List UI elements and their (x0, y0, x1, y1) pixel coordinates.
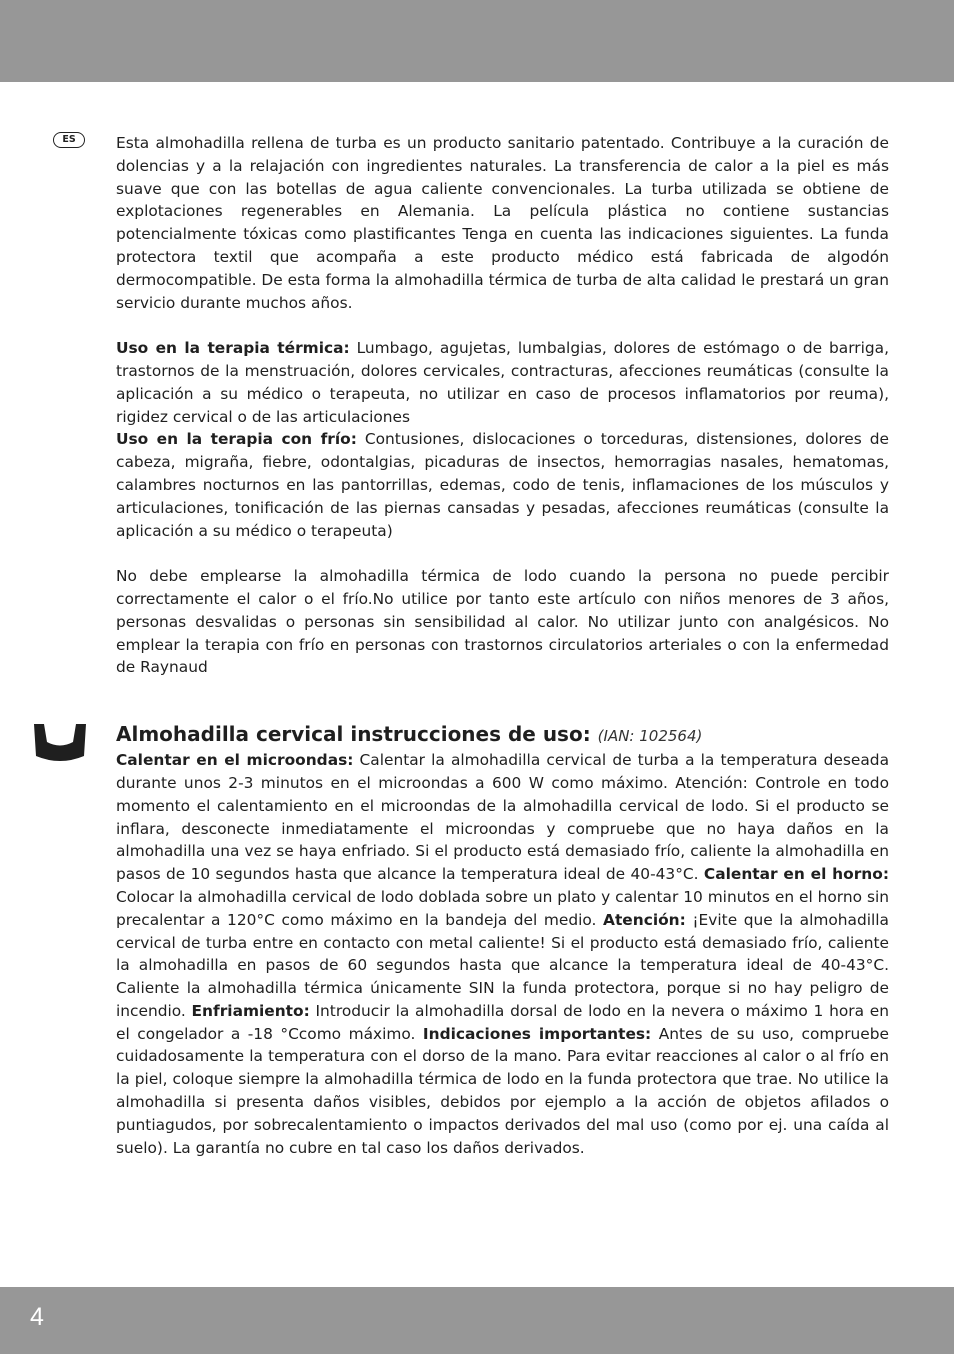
attention-label: Atención: (603, 910, 686, 929)
important-label: Indicaciones importantes: (422, 1024, 652, 1043)
cooling-label: Enfriamiento: (191, 1001, 310, 1020)
oven-label: Calentar en el horno: (703, 865, 889, 884)
oven-text: Colocar la almohadilla cervical de lodo doblada sobre un plato y calentar 10 minutos en el horno sin precalentar a 120°C como máximo en la bandeja del medio. (116, 887, 889, 929)
microwave-label: Calentar en el microondas: (116, 751, 354, 770)
section-heading (116, 721, 889, 749)
cold-therapy-text: Contusiones, dislocaciones o torceduras, distensiones, dolores de cabeza, migraña, fiebre, odontalgias, picaduras de insectos, hemorragias nasales, hematomas, calambres nocturnos en las pantorrillas, edemas, codo de tenis, inflamaciones de los músculos y articulaciones, tonificación de las piernas cansadas y pesadas, afecciones reumáticas (consulte la aplicación a su médico o terapeuta) (116, 430, 889, 540)
cold-therapy-label: Uso en la terapia con frío: (116, 430, 357, 449)
heat-therapy-paragraph (116, 337, 889, 428)
heat-therapy-text: Lumbago, agujetas, lumbalgias, dolores de estómago o de barriga, trastornos de la menstruación, dolores cervicales, contracturas, afecciones reumáticas (consulte la aplicación a su médico o terapeuta, no utilizar en caso de procesos inflamatorios por reuma), rigidez cervical o de las articulaciones (116, 339, 889, 426)
ian-code: (IAN: 102564) (597, 727, 703, 746)
page-number: 4 (30, 1303, 44, 1331)
cold-therapy-paragraph (116, 428, 889, 542)
microwave-text: Calentar la almohadilla cervical de turba a la temperatura deseada durante unos 2-3 minutos en el microondas a 600 W como máximo. Atención: Controle en todo momento el calentamiento en el microondas de la almohadilla cervical de lodo. Si el producto se inflara, desconecte inmediatamente el microondas y compruebe que no haya daños en la almohadilla una vez se haya enfriado. Si el producto está demasiado frío, caliente la almohadilla en pasos de 10 segundos hasta que alcance la temperatura ideal de 40-43°C. (116, 751, 890, 884)
warning-paragraph: No debe emplearse la almohadilla térmica de lodo cuando la persona no puede percibir correctamente el calor o el frío.No utilice por tanto este artículo con niños menores de 3 años, personas desvalidas o personas sin sensibilidad al calor. No utilizar junto con analgésicos. No emplear la terapia con frío en personas con trastornos circulatorios arteriales o con la enfermedad de Raynaud (116, 567, 889, 677)
content-area (116, 132, 889, 1159)
intro-paragraph: Esta almohadilla rellena de turba es un producto sanitario patentado. Contribuye a la curación de dolencias y a la relajación con ingredientes naturales. La transferencia de calor a la piel es más suave que con las botellas de agua caliente convencionales. La turba utilizada se obtiene de explotaciones regenerables en Alemania. La película plástica no contiene sustancias potencialmente tóxicas como plastificantes Tenga en cuenta las indicaciones siguientes. La funda protectora textil que acompaña a este producto médico está fabricada de algodón dermocompatible. De esta forma la almohadilla térmica de turba de alta calidad le prestará un gran servicio durante muchos años. (116, 134, 889, 312)
language-badge: ES (53, 132, 85, 148)
header-bar (0, 0, 954, 82)
neck-pillow-icon (32, 722, 88, 762)
instructions-paragraph (116, 749, 889, 1159)
cooling-text: Introducir la almohadilla dorsal de lodo en la nevera o máximo 1 hora en el congelador a -18 °Ccomo máximo. (116, 1001, 889, 1043)
important-text: Antes de su uso, compruebe cuidadosamente la temperatura con el dorso de la mano. Para evitar reacciones al calor o al frío en la piel, coloque siempre la almohadilla térmica de lodo en la funda protectora que trae. No utilice la almohadilla si presenta daños visibles, debidos por ejemplo a la acción de objetos afilados o puntiagudos, por sobrecalentamiento o impactos derivados del mal uso (como por ej. una caída al suelo). La garantía no cubre en tal caso los daños derivados. (116, 1024, 889, 1157)
footer-bar (0, 1287, 954, 1354)
section-title: Almohadilla cervical instrucciones de uso: (116, 722, 591, 747)
attention-text: ¡Evite que la almohadilla cervical de turba entre en contacto con metal caliente! Si el producto está demasiado frío, caliente la almohadilla en pasos de 60 segundos hasta que alcance la temperatura ideal de 40-43°C. Caliente la almohadilla térmica únicamente SIN la funda protectora, porque si no hay peligro de incendio. (116, 910, 889, 1020)
heat-therapy-label: Uso en la terapia térmica: (116, 339, 350, 358)
